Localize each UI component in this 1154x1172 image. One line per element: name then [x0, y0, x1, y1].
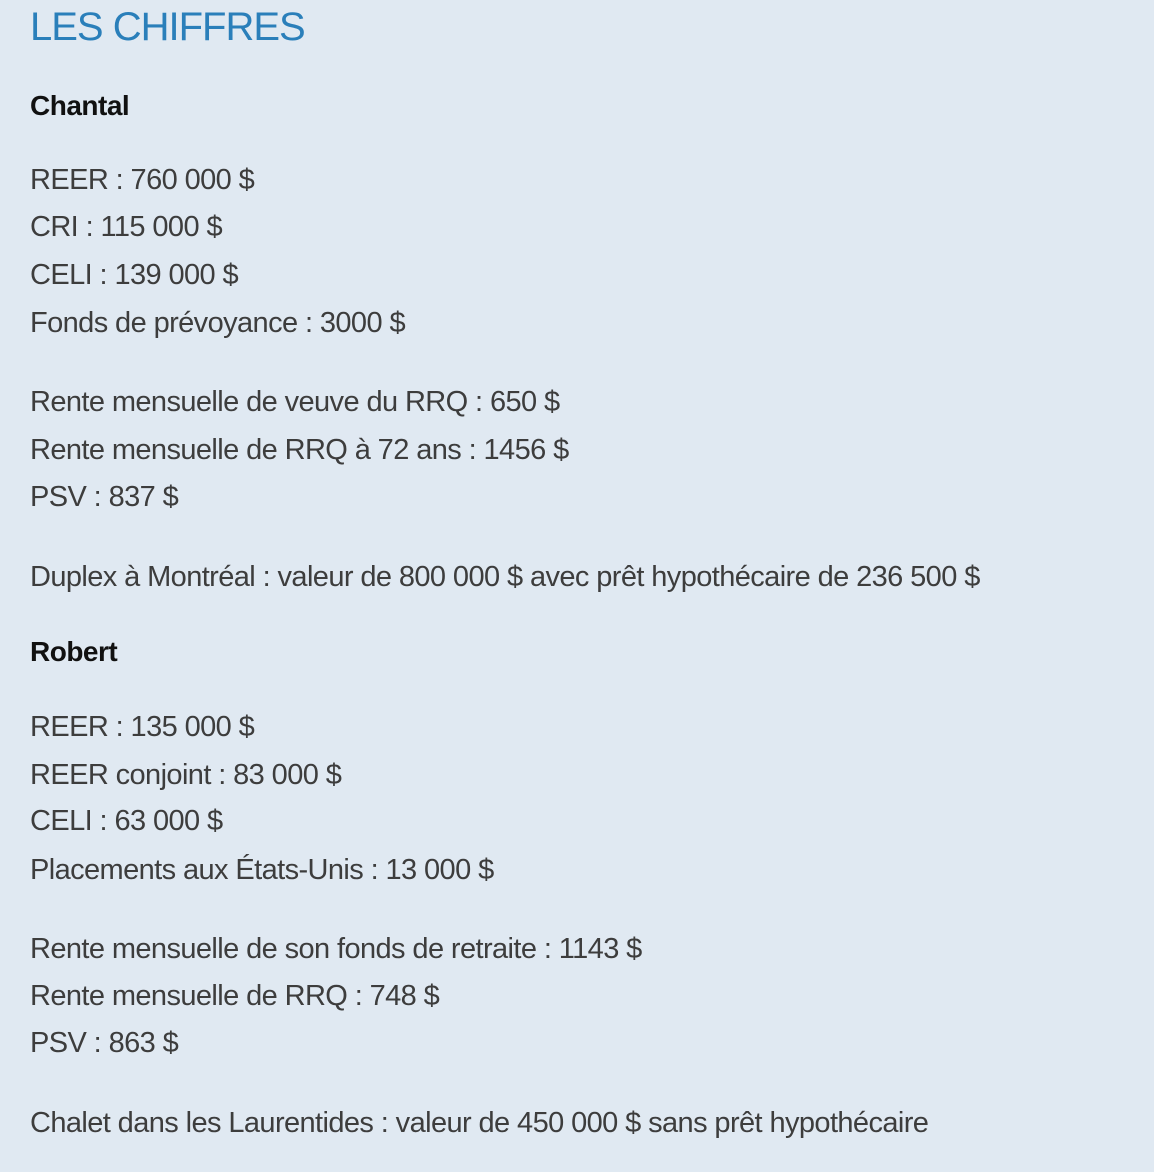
robert-placements-us: Placements aux États-Unis : 13 000 $ [30, 854, 494, 886]
robert-celi: CELI : 63 000 $ [30, 805, 223, 837]
chantal-celi: CELI : 139 000 $ [30, 259, 239, 291]
robert-reer-conjoint: REER conjoint : 83 000 $ [30, 759, 342, 791]
chantal-cri: CRI : 115 000 $ [30, 211, 222, 243]
chantal-property: Duplex à Montréal : valeur de 800 000 $ avec prêt hypothécaire de 236 500 $ [30, 561, 980, 593]
chantal-rente-rrq-72: Rente mensuelle de RRQ à 72 ans : 1456 $ [30, 434, 569, 466]
person-name-chantal: Chantal [30, 90, 130, 121]
chantal-fonds-prevoyance: Fonds de prévoyance : 3000 $ [30, 307, 405, 339]
robert-reer: REER : 135 000 $ [30, 711, 255, 743]
section-title: LES CHIFFRES [30, 5, 305, 49]
robert-property: Chalet dans les Laurentides : valeur de 450 000 $ sans prêt hypothécaire [30, 1107, 929, 1139]
chantal-reer: REER : 760 000 $ [30, 164, 255, 196]
chantal-rente-veuve-rrq: Rente mensuelle de veuve du RRQ : 650 $ [30, 386, 560, 418]
chantal-psv: PSV : 837 $ [30, 481, 179, 513]
person-name-robert: Robert [30, 636, 118, 667]
robert-rente-fonds-retraite: Rente mensuelle de son fonds de retraite : 1143 $ [30, 933, 642, 965]
robert-psv: PSV : 863 $ [30, 1027, 179, 1059]
robert-rente-rrq: Rente mensuelle de RRQ : 748 $ [30, 980, 440, 1012]
